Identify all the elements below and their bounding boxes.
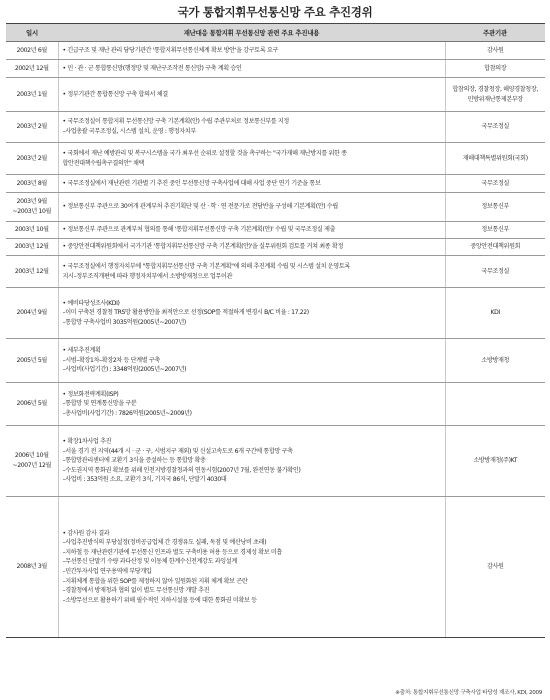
content-line: –지휘체계 통합을 위한 SOP를 제정하지 않아 일원화된 지휘 체계 확보 곤란: [62, 577, 248, 585]
organization-line: KDI: [490, 309, 500, 317]
organization-line: 정보통신부: [481, 203, 510, 211]
date-cell: [6, 78, 58, 112]
content-line: • 정부기관간 통합통신망 구축 합의서 체결: [62, 90, 168, 98]
table-header-row: [6, 24, 545, 42]
content-line: • 세부추진계획: [62, 347, 101, 355]
content-line: • 예비타당성조사(KDI): [62, 299, 120, 307]
content-cell: [58, 383, 445, 426]
history-table: [6, 23, 545, 638]
content-line: –수도권지역 통화권 확보를 위해 인천지방경찰청과의 연동시험(2007년 7월, 완전연동 불가확인): [62, 466, 301, 474]
date-line: 2003년 12월: [14, 243, 49, 251]
organization-cell: [445, 497, 545, 638]
table-row: [6, 175, 545, 193]
table-row: [6, 78, 545, 112]
content-line: 합안전대책수립촉구결의안" 채택: [62, 159, 145, 167]
content-line: –사업추진방식의 부당설정(정비공급업체 간 경쟁유도 실패, 독점 및 예산낭비 초래): [62, 539, 267, 547]
content-cell: [58, 339, 445, 383]
table-row: [6, 143, 545, 175]
content-line: –이미 구축된 경찰청 TRS망 활용방안을 최적안으로 선정(SOP를 적절하게 변경시 B/C 비율 : 17.22): [62, 309, 309, 317]
source-note: ※출처: 통합지휘무선통신망 구축사업 타당성 재조사, KDI, 2009: [395, 690, 542, 696]
date-line: 2005년 5월: [16, 356, 47, 364]
date-line: ~2007년 12월: [12, 462, 52, 469]
content-cell: [58, 60, 445, 78]
organization-line: 소방방재청(주)KT: [473, 457, 518, 465]
content-line: –통합망관리센터에 교환기 3식을 증설하는 등 통합망 확충: [62, 457, 206, 465]
table-row: [6, 222, 545, 239]
organization-line: 중앙안전대책위원회: [470, 243, 521, 251]
date-cell: [6, 339, 58, 383]
content-line: • 확장1차사업 추진: [62, 438, 112, 446]
content-line: –사업비(사업기간) : 3348억원(2005년~2007년): [62, 366, 187, 374]
table-row: [6, 239, 545, 256]
date-line: 2006년 10월: [14, 452, 49, 460]
table-row: [6, 497, 545, 638]
organization-line: 민방위재난통제본부장: [467, 95, 523, 103]
date-cell: [6, 112, 58, 143]
content-line: –지하철 등 재난관련기관에 무선통신 인프라 별도 구축비용 허용 등으로 경제성 확보 미흡: [62, 548, 282, 556]
content-cell: [58, 222, 445, 239]
content-line: –사업비 : 353억원 소요, 교환기 3식, 기지국 86식, 단말기 4030대: [62, 476, 227, 484]
date-line: 2003년 12월: [14, 267, 49, 275]
table-row: [6, 256, 545, 288]
date-line: 2008년 3월: [16, 563, 47, 571]
content-line: 지시–정부조직개편에 따라 행정자치부에서 소방방재청으로 업무이관: [62, 272, 233, 280]
content-cell: [58, 426, 445, 497]
content-line: –시범–확장1차–확장2차 등 단계별 구축: [62, 356, 160, 364]
organization-cell: [445, 256, 545, 288]
organization-cell: [445, 175, 545, 193]
document-title: 국가 통합지휘무선통신망 주요 추진경위: [177, 5, 373, 19]
table-row: [6, 426, 545, 497]
content-line: • 정보통신부 주관으로 관계부처 협의를 통해 '통합지휘무선통신망 구축 기본계획(안)' 수립 및 국무조정실 제출: [62, 226, 336, 234]
table-row: [6, 42, 545, 60]
content-line: –경찰청에서 방재청과 협의 없이 별도 무선통신망 개발 추진: [62, 587, 210, 595]
content-line: • 정보화전략계획(ISP): [62, 390, 119, 398]
date-cell: [6, 42, 58, 60]
date-line: 2002년 12월: [14, 64, 49, 72]
date-cell: [6, 239, 58, 256]
content-line: • 국회에서 재난 예방관리 및 복구시스템을 국가 최우선 순위로 설정할 것을 촉구하는 "국가재해 재난방지를 위한 종: [62, 149, 347, 157]
content-line: • 정보통신부 주관으로 30여개 관계부처 추진기획단 및 산 · 학 · 연 전문가로 전담반을 구성해 기본계획(안) 수립: [62, 203, 338, 211]
organization-line: 국무조정실: [481, 267, 510, 275]
organization-cell: [445, 143, 545, 175]
date-line: 2003년 9월: [16, 198, 47, 206]
date-line: 2003년 8월: [16, 179, 47, 187]
table-body: [6, 42, 545, 638]
organization-cell: [445, 112, 545, 143]
content-line: • 중앙안전대책위원회에서 국가기관 '통합지휘무선통신망 구축 기본계획(안)'을 실무위원회 검토를 거쳐 최종 확정: [62, 243, 344, 251]
content-cell: [58, 256, 445, 288]
content-cell: [58, 42, 445, 60]
organization-cell: [445, 239, 545, 256]
organization-cell: [445, 78, 545, 112]
content-line: –통합망 구축사업비 3035억원(2005년~2007년): [62, 318, 186, 326]
date-cell: [6, 143, 58, 175]
header-date: 일시: [6, 24, 58, 42]
date-cell: [6, 383, 58, 426]
content-cell: [58, 239, 445, 256]
header-organization: 주관기관: [445, 24, 545, 42]
date-line: 2002년 6월: [16, 46, 47, 54]
date-cell: [6, 497, 58, 638]
date-cell: [6, 175, 58, 193]
date-cell: [6, 193, 58, 222]
organization-cell: [445, 383, 545, 426]
content-cell: [58, 497, 445, 638]
organization-line: 정보통신부: [481, 226, 510, 234]
content-cell: [58, 193, 445, 222]
organization-cell: [445, 222, 545, 239]
organization-cell: [445, 193, 545, 222]
content-line: • 감사원 감사 결과: [62, 529, 110, 537]
date-line: ~2003년 10월: [12, 208, 52, 215]
date-line: 2003년 10월: [14, 226, 49, 234]
content-line: –소방무선으로 활용하기 위해 필수적인 지하시설물 등에 대한 통화권 미확보 등: [62, 596, 257, 604]
table-row: [6, 193, 545, 222]
date-cell: [6, 222, 58, 239]
organization-line: 소방방재청: [481, 356, 510, 364]
content-cell: [58, 112, 445, 143]
date-line: 2006년 5월: [16, 400, 47, 408]
date-cell: [6, 426, 58, 497]
date-line: 2003년 2월: [16, 123, 47, 131]
date-line: 2003년 2월: [16, 154, 47, 162]
organization-cell: [445, 426, 545, 497]
organization-cell: [445, 60, 545, 78]
table-row: [6, 288, 545, 339]
organization-line: 감사원: [486, 46, 504, 54]
content-line: –통합망 및 연계통신망을 구분: [62, 400, 137, 408]
content-cell: [58, 143, 445, 175]
table-row: [6, 339, 545, 383]
content-line: • 긴급구조 및 재난 관리 담당기관간 '통합지휘무선통신체계 확보 방안'을 강구토록 요구: [62, 46, 279, 54]
date-line: 2004년 9월: [16, 309, 47, 317]
organization-cell: [445, 288, 545, 339]
content-cell: [58, 288, 445, 339]
table-row: [6, 383, 545, 426]
content-line: –민간투자사업 연구용역에 부당개입: [62, 568, 152, 575]
content-cell: [58, 78, 445, 112]
content-line: • 국무조정실에서 행정자치부에 "통합지휘무선통신망 구축 기본계획"에 의해 추진계획 수립 및 시스템 설치 운영토록: [62, 262, 350, 270]
content-line: • 국무조정실이 통합지휘 무선통신망 구축 기본계획(안) 수립 주관부처로 정보통신부를 지정: [62, 118, 289, 126]
content-cell: [58, 175, 445, 193]
date-cell: [6, 256, 58, 288]
content-line: –서울 경기 전 지역(44개 시 · 군 · 구, 시범지구 제외) 및 신설고속도로 6개 구간에 통합망 구축: [62, 447, 293, 455]
date-cell: [6, 288, 58, 339]
header-content: 재난대응 통합지휘 무선통신망 관련 주요 추진내용: [58, 24, 445, 42]
organization-line: 국무조정실: [481, 179, 510, 187]
content-line: • 국무조정실에서 재난관련 기관별 기 추진 중인 무선통신망 구축사업에 대해 사업 중단 연기 기준을 통보: [62, 179, 321, 187]
organization-line: 국무조정실: [481, 123, 510, 131]
content-line: –무선통신 단말기 수량 과다산정 및 이동체 한계수신전계강도 과잉설계: [62, 558, 237, 566]
organization-line: 합참의장: [484, 64, 507, 72]
content-line: • 민 · 관 · 군 통합통신망(행정망 및 재난구조작전 통신망) 구축 계획 승인: [62, 64, 242, 72]
content-line: –사업총괄 국무조정실, 시스템 설치, 운영 : 행정자치부: [62, 128, 196, 135]
organization-cell: [445, 339, 545, 383]
table-row: [6, 112, 545, 143]
organization-line: 감사원: [486, 563, 504, 571]
date-cell: [6, 60, 58, 78]
organization-line: 재해대책특별위원회(국회): [462, 154, 528, 162]
date-line: 2003년 1월: [16, 90, 47, 98]
content-line: –총사업비(사업기간) : 7826억원(2005년~2009년): [62, 409, 192, 417]
table-row: [6, 60, 545, 78]
organization-line: 합참의장, 경찰청장, 해양경찰청장,: [452, 85, 538, 93]
organization-cell: [445, 42, 545, 60]
